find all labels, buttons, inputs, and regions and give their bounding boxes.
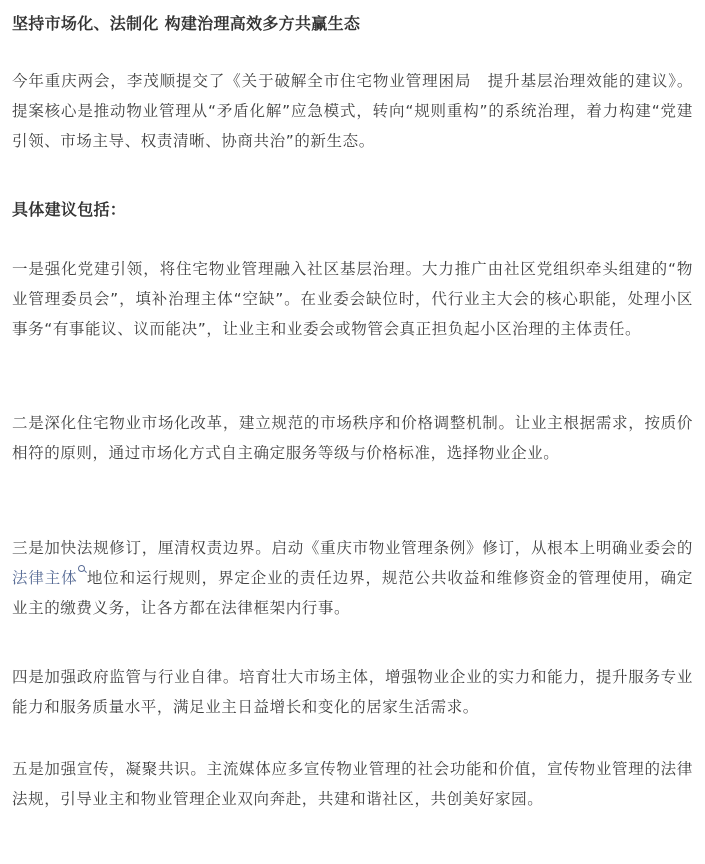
- keyword-link-legal-subject[interactable]: [12, 569, 87, 587]
- suggestion-paragraph-2: 二是深化住宅物业市场化改革，建立规范的市场秩序和价格调整机制。让业主根据需求，按质价相符的原则，通过市场化方式自主确定服务等级与价格标准，选择物业企业。: [12, 414, 693, 462]
- suggestion-paragraph-3: [12, 533, 693, 623]
- section-subheading: 具体建议包括：: [12, 200, 127, 219]
- suggestion-paragraph-1: 一是强化党建引领，将住宅物业管理融入社区基层治理。大力推广由社区党组织牵头组建的“物业管理委员会”，填补治理主体“空缺”。在业委会缺位时，代行业主大会的核心职能，处理小区事务“有事能议、议而能决”，让业主和业委会或物管会真正担负起小区治理的主体责任。: [12, 260, 693, 338]
- keyword-link-text[interactable]: 法律主体: [12, 569, 78, 587]
- paragraph-3-text-after: 地位和运行规则，界定企业的责任边界，规范公共收益和维修资金的管理使用，确定业主的缴费义务，让各方都在法律框架内行事。: [12, 569, 693, 617]
- search-icon[interactable]: [78, 563, 86, 573]
- article-title: 坚持市场化、法制化 构建治理高效多方共赢生态: [12, 14, 361, 33]
- intro-paragraph: 今年重庆两会，李茂顺提交了《关于破解全市住宅物业管理困局 提升基层治理效能的建议》。提案核心是推动物业管理从“矛盾化解”应急模式，转向“规则重构”的系统治理，着力构建“党建引领、市场主导、权责清晰、协商共治”的新生态。: [12, 72, 693, 150]
- suggestion-paragraph-4: 四是加强政府监管与行业自律。培育壮大市场主体，增强物业企业的实力和能力，提升服务专业能力和服务质量水平，满足业主日益增长和变化的居家生活需求。: [12, 668, 693, 716]
- suggestion-paragraph-5: 五是加强宣传，凝聚共识。主流媒体应多宣传物业管理的社会功能和价值，宣传物业管理的法律法规，引导业主和物业管理企业双向奔赴，共建和谐社区，共创美好家园。: [12, 760, 693, 808]
- paragraph-3-text-before: 三是加快法规修订，厘清权责边界。启动《重庆市物业管理条例》修订，从根本上明确业委会的: [12, 539, 693, 557]
